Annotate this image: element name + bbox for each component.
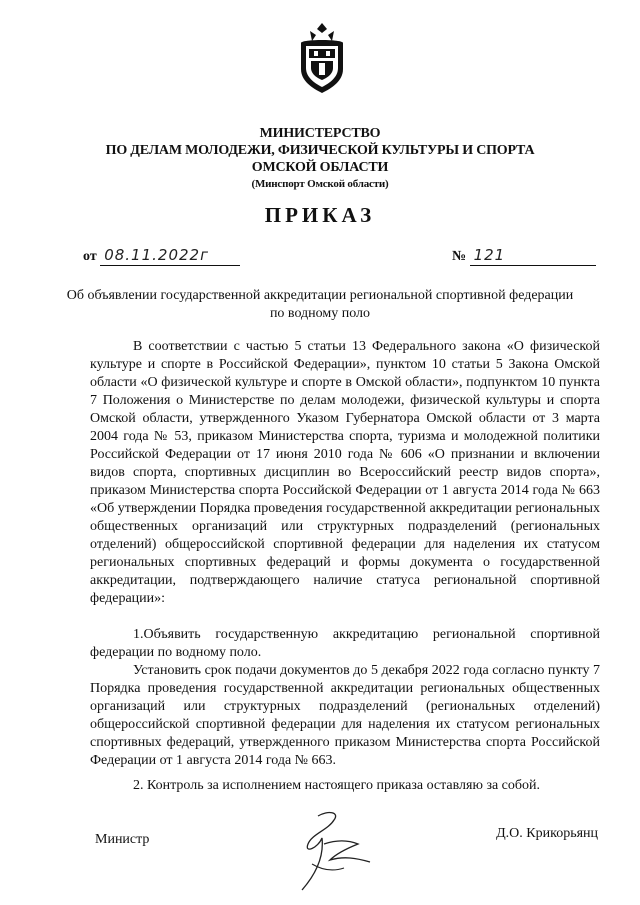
order-items: [90, 626, 600, 770]
control-paragraph: [90, 777, 600, 795]
paragraph-item-2: 2. Контроль за исполнением настоящего приказа оставляю за собой.: [133, 778, 541, 793]
date-prefix: от: [83, 249, 97, 264]
document-title: ПРИКАЗ: [264, 203, 376, 227]
handwritten-signature: [288, 804, 378, 899]
order-subject: Об объявлении государственной аккредитации региональной спортивной федерации по водному поло: [66, 288, 574, 321]
ministry-name-line2: ПО ДЕЛАМ МОЛОДЕЖИ, ФИЗИЧЕСКОЙ КУЛЬТУРЫ И СПОРТА: [105, 143, 535, 158]
signatory-position: Министр: [95, 832, 150, 847]
paragraph-item-1: 1.Объявить государственную аккредитацию региональной спортивной федерации по водному поло.: [90, 627, 600, 660]
number-prefix: №: [452, 249, 467, 264]
coat-of-arms-emblem: [296, 21, 348, 95]
document-number: [452, 246, 596, 266]
ministry-short-name: (Минспорт Омской области): [251, 178, 389, 190]
ministry-name-line1: МИНИСТЕРСТВО: [259, 126, 381, 141]
document-date: [83, 246, 240, 266]
paragraph-preamble: В соответствии с частью 5 статьи 13 Федерального закона «О физической культуре и спорте в Российской Федерации», пунктом 10 статьи 5 Закона Омской области «О физической культуре и спорте в Омской области», подпунктом 10 пункта 7 Положения о Министерстве по делам молодежи, физической культуры и спорта Омской области, утвержденного Указом Губернатора Омской области от 3 марта 2004 года № 53, приказом Министерства спорта, туризма и молодежной политики Российской Федерации от 17 июня 2010 года № 606 «О признании и включении видов спорта, спортивных дисциплин во Всероссийский реестр видов спорта», приказом Министерства спорта Российской Федерации от 1 августа 2014 года № 663 «Об утверждении Порядка проведения государственной аккредитации региональных общественных организаций или структурных подразделений (региональных отделений) общероссийской спортивной федерации для наделения их статусом региональных спортивных федераций и формы документа о государственной аккредитации, подтверждающего наличие статуса региональной спортивной федерации»:: [90, 339, 600, 606]
ministry-name-line3: ОМСКОЙ ОБЛАСТИ: [251, 160, 389, 175]
date-value: 08.11.2022г: [100, 246, 240, 266]
number-value: 121: [470, 246, 596, 266]
signatory-name: Д.О. Крикорьянц: [496, 826, 598, 841]
paragraph-deadline: Установить срок подачи документов до 5 декабря 2022 года согласно пункту 7 Порядка проведения государственной аккредитации региональных общественных организаций или структурных подразделений (региональных отделений) общероссийской спортивной федерации для наделения их статусом региональных спортивных федераций, утвержденного приказом Министерства спорта Российской Федерации от 1 августа 2014 года № 663.: [90, 663, 600, 768]
preamble-paragraph: [90, 338, 600, 608]
